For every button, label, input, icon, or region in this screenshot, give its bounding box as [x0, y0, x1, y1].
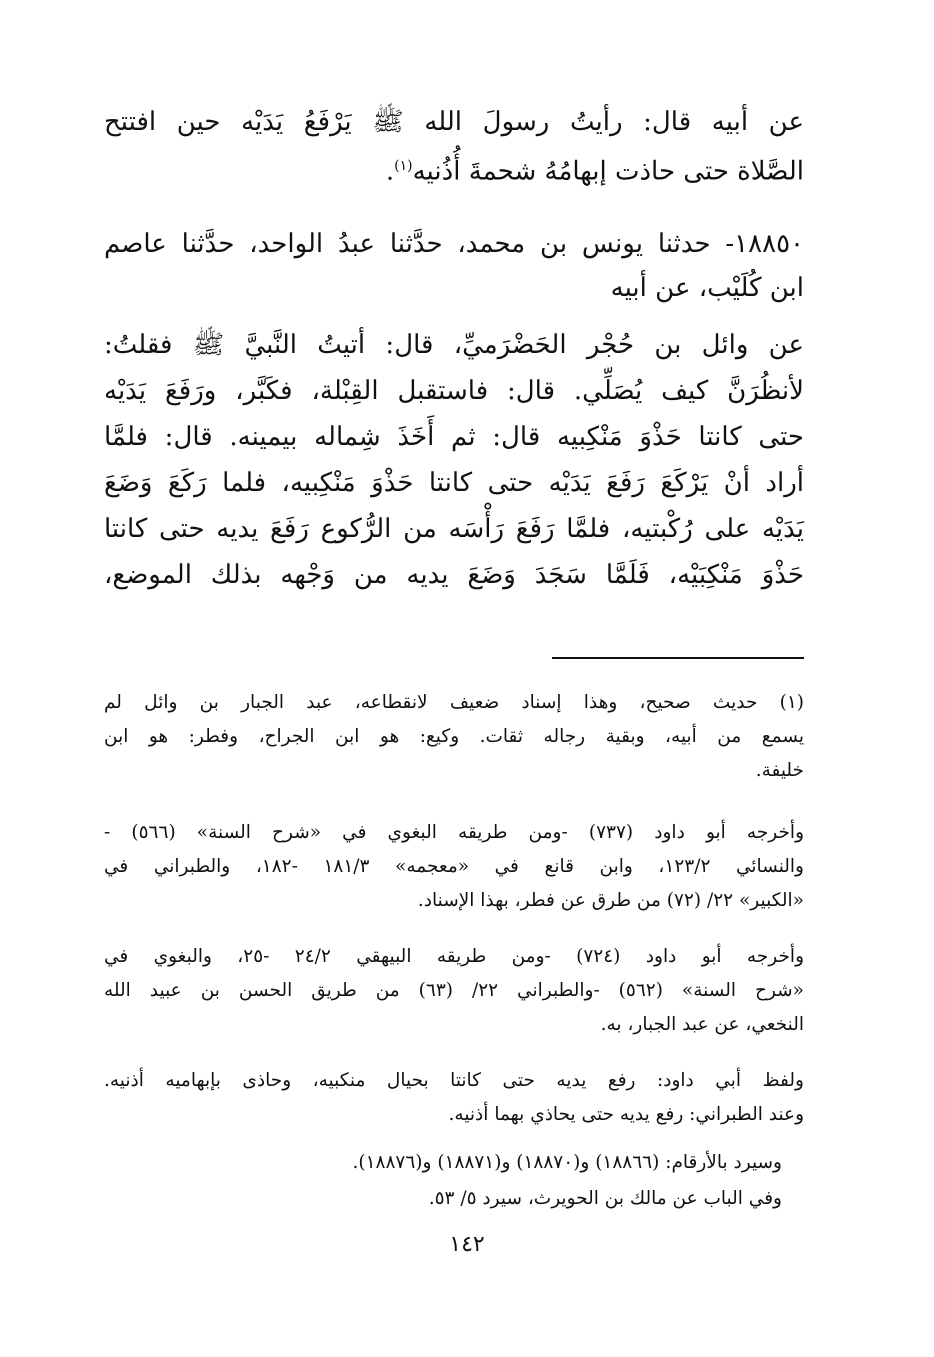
text-line: أراد أنْ يَرْكَعَ رَفَعَ يَدَيْه حتى كانتا حَذْوَ مَنْكِبيه، فلما رَكَعَ وَضَعَ [104, 468, 804, 498]
footnote-line: ولفظ أبي داود: رفع يديه حتى كانتا بحيال منكبيه، وحاذى بإبهاميه أذنيه. [104, 1070, 804, 1091]
footnote-line: وعند الطبراني: رفع يديه حتى يحاذي بهما أذنيه. [448, 1104, 804, 1125]
footnote-5 [104, 1146, 804, 1180]
footnote-line: والنسائي ١٢٣/٢، وابن قانع في «معجمه» ١٨١/٣ -١٨٢، والطبراني في [104, 856, 804, 877]
text-line: عن أبيه قال: رأيتُ رسولَ الله ﷺ يَرْفَعُ يَدَيْه حين افتتح [104, 107, 804, 137]
footnote-2 [104, 816, 804, 918]
footnote-line: وأخرجه أبو داود (٧٣٧) -ومن طريقه البغوي في «شرح السنة» (٥٦٦) - [104, 822, 805, 843]
footnote-1 [104, 686, 804, 788]
text-line [104, 144, 804, 194]
footnote-line: خليفة. [755, 760, 804, 781]
text-segment: الصَّلاة حتى حاذت إبهامُهُ شحمةَ أُذُنيه [412, 156, 804, 187]
text-line: حتى كانتا حَذْوَ مَنْكِبيه قال: ثم أَخَذَ شِماله بيمينه. قال: فلمَّا [104, 422, 804, 452]
footnote-4 [104, 1064, 804, 1132]
text-line: يَدَيْه على رُكْبتيه، فلمَّا رَفَعَ رَأْسَه من الرُّكوع رَفَعَ يديه حتى كانتا [104, 514, 804, 544]
footnote-3 [104, 940, 804, 1042]
footnote-line: وسيرد بالأرقام: (١٨٨٦٦) و(١٨٨٧٠) و(١٨٨٧١) و(١٨٨٧٦). [352, 1152, 782, 1173]
footnote-marker: (١) [394, 158, 413, 174]
footnote-line: وأخرجه أبو داود (٧٢٤) -ومن طريقه البيهقي ٢٤/٢ -٢٥، والبغوي في [104, 946, 804, 967]
footnote-6 [104, 1182, 804, 1216]
main-paragraph-2 [104, 222, 804, 310]
footnote-line: يسمع من أبيه، وبقية رجاله ثقات. وكيع: هو ابن الجراح، وفطر: هو ابن [104, 726, 804, 747]
footnote-line: «الكبير» ٢٢/ (٧٢) من طرق عن فطر، بهذا الإسناد. [417, 890, 804, 911]
main-paragraph-3 [104, 322, 804, 598]
footnote-separator [552, 657, 804, 659]
main-paragraph-1 [104, 100, 804, 194]
text-line: ١٨٨٥٠- حدثنا يونس بن محمد، حدَّثنا عبدُ الواحد، حدَّثنا عاصم [104, 229, 804, 259]
footnote-line: (١) حديث صحيح، وهذا إسناد ضعيف لانقطاعه، عبد الجبار بن وائل لم [104, 692, 804, 713]
text-line: حَذْوَ مَنْكِبَيْه، فَلَمَّا سَجَدَ وَضَعَ يديه من وَجْهه بذلك الموضع، [104, 560, 804, 590]
text-line: ابن كُلَيْب، عن أبيه [610, 273, 804, 303]
footnote-line: «شرح السنة» (٥٦٢) -والطبراني ٢٢/ (٦٣) من طريق الحسن بن عبيد الله [104, 980, 804, 1001]
text-segment: . [385, 156, 395, 187]
footnote-line: وفي الباب عن مالك بن الحويرث، سيرد ٥/ ٥٣. [428, 1188, 782, 1209]
footnote-line: النخعي، عن عبد الجبار، به. [600, 1014, 804, 1035]
text-line: لأنظُرَنَّ كيف يُصَلِّي. قال: فاستقبل القِبْلة، فكَبَّر، ورَفَعَ يَدَيْه [104, 376, 804, 406]
text-line: عن وائل بن حُجْر الحَضْرَميِّ، قال: أتيتُ النَّبيَّ ﷺ فقلتُ: [104, 330, 804, 360]
page-number: ١٤٢ [449, 1232, 485, 1257]
